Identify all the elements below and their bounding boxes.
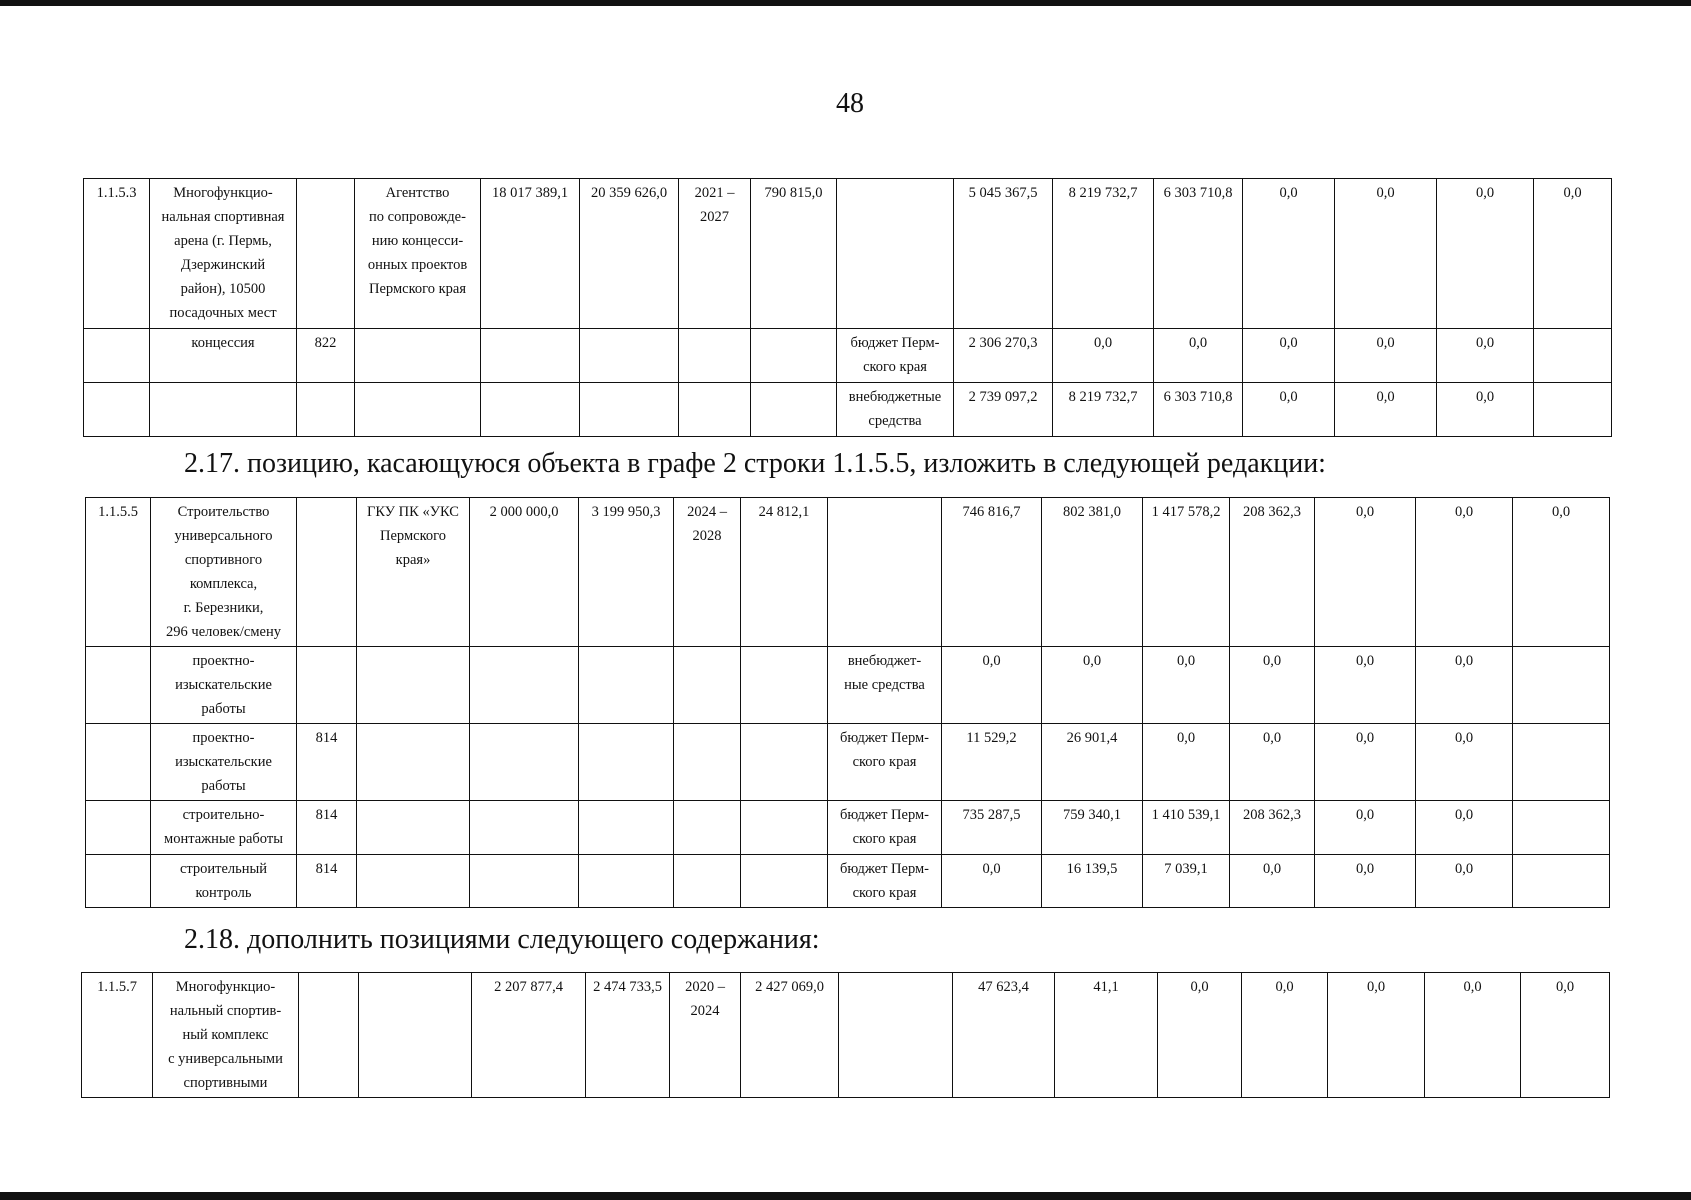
cell	[297, 383, 355, 437]
cell: 8 219 732,7	[1053, 179, 1154, 329]
cell	[355, 329, 481, 383]
cell: 759 340,1	[1042, 801, 1143, 855]
table-row	[84, 179, 1612, 329]
cell: внебюджетные средства	[837, 383, 954, 437]
cell: 814	[297, 855, 357, 908]
cell	[470, 724, 579, 801]
cell: 2 739 097,2	[954, 383, 1053, 437]
cell	[299, 973, 359, 1098]
cell: 1.1.5.7	[82, 973, 153, 1098]
cell: 0,0	[1437, 179, 1534, 329]
cell: 18 017 389,1	[481, 179, 580, 329]
cell	[580, 329, 679, 383]
cell: 47 623,4	[953, 973, 1055, 1098]
cell	[359, 973, 472, 1098]
cell: 16 139,5	[1042, 855, 1143, 908]
cell: 0,0	[1315, 855, 1416, 908]
cell	[1534, 383, 1612, 437]
cell	[1513, 801, 1610, 855]
cell: 2021 – 2027	[679, 179, 751, 329]
cell: 0,0	[1335, 383, 1437, 437]
cell	[470, 801, 579, 855]
cell: 735 287,5	[942, 801, 1042, 855]
cell	[1513, 855, 1610, 908]
cell	[679, 329, 751, 383]
cell	[86, 724, 151, 801]
cell: проектно- изыскательские работы	[151, 724, 297, 801]
cell: Многофункцио- нальная спортивная арена (г. Пермь, Дзержинский район), 10500 посадочных мест	[150, 179, 297, 329]
cell: 208 362,3	[1230, 801, 1315, 855]
cell	[470, 647, 579, 724]
cell: бюджет Перм- ского края	[837, 329, 954, 383]
table-row-1-1-5-5	[85, 497, 1610, 908]
cell: 2020 – 2024	[670, 973, 741, 1098]
cell: 6 303 710,8	[1154, 179, 1243, 329]
cell	[828, 498, 942, 647]
cell: 0,0	[942, 855, 1042, 908]
cell	[297, 179, 355, 329]
table-row	[86, 647, 1610, 724]
cell: проектно- изыскательские работы	[151, 647, 297, 724]
scan-top-edge	[0, 0, 1691, 6]
cell: 0,0	[1230, 647, 1315, 724]
cell: 41,1	[1055, 973, 1158, 1098]
cell: строительный контроль	[151, 855, 297, 908]
cell: 20 359 626,0	[580, 179, 679, 329]
cell: 0,0	[1243, 179, 1335, 329]
cell: 2 427 069,0	[741, 973, 839, 1098]
cell	[579, 801, 674, 855]
cell: 11 529,2	[942, 724, 1042, 801]
cell: 0,0	[1534, 179, 1612, 329]
cell: 0,0	[1053, 329, 1154, 383]
cell: 0,0	[1335, 329, 1437, 383]
cell	[86, 647, 151, 724]
cell: 0,0	[1243, 383, 1335, 437]
cell: 208 362,3	[1230, 498, 1315, 647]
cell: 0,0	[942, 647, 1042, 724]
cell: 0,0	[1437, 329, 1534, 383]
cell	[674, 724, 741, 801]
cell: 0,0	[1230, 855, 1315, 908]
cell: 0,0	[1328, 973, 1425, 1098]
cell: 24 812,1	[741, 498, 828, 647]
cell	[674, 801, 741, 855]
cell: Многофункцио- нальный спортив- ный комплекс с универсальными спортивными	[153, 973, 299, 1098]
cell: 814	[297, 724, 357, 801]
cell: Строительство универсального спортивного комплекса, г. Березники, 296 человек/смену	[151, 498, 297, 647]
cell	[297, 498, 357, 647]
section-heading-2-17: 2.17. позицию, касающуюся объекта в графе 2 строки 1.1.5.5, изложить в следующей редакции:	[184, 448, 1326, 479]
cell	[86, 855, 151, 908]
cell: 0,0	[1243, 329, 1335, 383]
cell	[470, 855, 579, 908]
cell: 822	[297, 329, 355, 383]
cell: 5 045 367,5	[954, 179, 1053, 329]
section-heading-2-18: 2.18. дополнить позициями следующего содержания:	[184, 924, 820, 955]
cell: 0,0	[1425, 973, 1521, 1098]
cell	[741, 724, 828, 801]
cell	[839, 973, 953, 1098]
cell: 0,0	[1315, 498, 1416, 647]
cell: 814	[297, 801, 357, 855]
cell: ГКУ ПК «УКС Пермского края»	[357, 498, 470, 647]
cell	[751, 329, 837, 383]
cell: 1.1.5.5	[86, 498, 151, 647]
cell	[1513, 647, 1610, 724]
cell	[741, 801, 828, 855]
cell: 0,0	[1143, 647, 1230, 724]
cell: 0,0	[1158, 973, 1242, 1098]
cell: Агентство по сопровожде- нию концесси- онных проектов Пермского края	[355, 179, 481, 329]
cell: 0,0	[1315, 647, 1416, 724]
cell: 6 303 710,8	[1154, 383, 1243, 437]
cell	[84, 329, 150, 383]
cell: 0,0	[1513, 498, 1610, 647]
cell: 2 000 000,0	[470, 498, 579, 647]
cell: 1.1.5.3	[84, 179, 150, 329]
cell	[579, 855, 674, 908]
cell	[741, 855, 828, 908]
cell	[837, 179, 954, 329]
cell	[579, 724, 674, 801]
cell: 1 417 578,2	[1143, 498, 1230, 647]
cell	[357, 724, 470, 801]
cell: строительно- монтажные работы	[151, 801, 297, 855]
cell: 0,0	[1521, 973, 1610, 1098]
cell	[674, 855, 741, 908]
table-row	[86, 498, 1610, 647]
cell	[1513, 724, 1610, 801]
table-row	[84, 383, 1612, 437]
cell: 0,0	[1143, 724, 1230, 801]
cell: 0,0	[1416, 724, 1513, 801]
cell: 0,0	[1416, 647, 1513, 724]
cell: внебюджет- ные средства	[828, 647, 942, 724]
cell	[579, 647, 674, 724]
cell: 0,0	[1154, 329, 1243, 383]
cell	[357, 647, 470, 724]
cell: бюджет Перм- ского края	[828, 801, 942, 855]
cell	[679, 383, 751, 437]
cell	[84, 383, 150, 437]
cell: концессия	[150, 329, 297, 383]
cell	[481, 383, 580, 437]
cell	[1534, 329, 1612, 383]
cell: 1 410 539,1	[1143, 801, 1230, 855]
cell: 2 207 877,4	[472, 973, 586, 1098]
table-row	[84, 329, 1612, 383]
cell: 2 474 733,5	[586, 973, 670, 1098]
cell: 0,0	[1315, 801, 1416, 855]
cell	[741, 647, 828, 724]
table-row-1-1-5-3	[83, 178, 1612, 437]
cell: 0,0	[1416, 801, 1513, 855]
cell: 8 219 732,7	[1053, 383, 1154, 437]
cell: 0,0	[1315, 724, 1416, 801]
cell: 0,0	[1230, 724, 1315, 801]
cell: 746 816,7	[942, 498, 1042, 647]
cell: 2 306 270,3	[954, 329, 1053, 383]
cell	[297, 647, 357, 724]
table-row	[86, 855, 1610, 908]
table-row	[86, 724, 1610, 801]
cell	[674, 647, 741, 724]
cell	[150, 383, 297, 437]
cell: бюджет Перм- ского края	[828, 724, 942, 801]
cell: 790 815,0	[751, 179, 837, 329]
cell: 0,0	[1042, 647, 1143, 724]
cell	[751, 383, 837, 437]
table-row	[86, 801, 1610, 855]
cell: 2024 – 2028	[674, 498, 741, 647]
cell	[86, 801, 151, 855]
scan-bottom-edge	[0, 1192, 1691, 1200]
cell: 0,0	[1242, 973, 1328, 1098]
page-number: 48	[836, 88, 864, 119]
cell: бюджет Перм- ского края	[828, 855, 942, 908]
table-row	[82, 973, 1610, 1098]
cell	[355, 383, 481, 437]
table-row-1-1-5-7	[81, 972, 1610, 1098]
cell: 0,0	[1437, 383, 1534, 437]
cell: 802 381,0	[1042, 498, 1143, 647]
cell: 0,0	[1335, 179, 1437, 329]
cell: 26 901,4	[1042, 724, 1143, 801]
cell	[481, 329, 580, 383]
cell: 3 199 950,3	[579, 498, 674, 647]
cell	[580, 383, 679, 437]
cell: 0,0	[1416, 498, 1513, 647]
cell: 0,0	[1416, 855, 1513, 908]
cell	[357, 801, 470, 855]
cell: 7 039,1	[1143, 855, 1230, 908]
cell	[357, 855, 470, 908]
